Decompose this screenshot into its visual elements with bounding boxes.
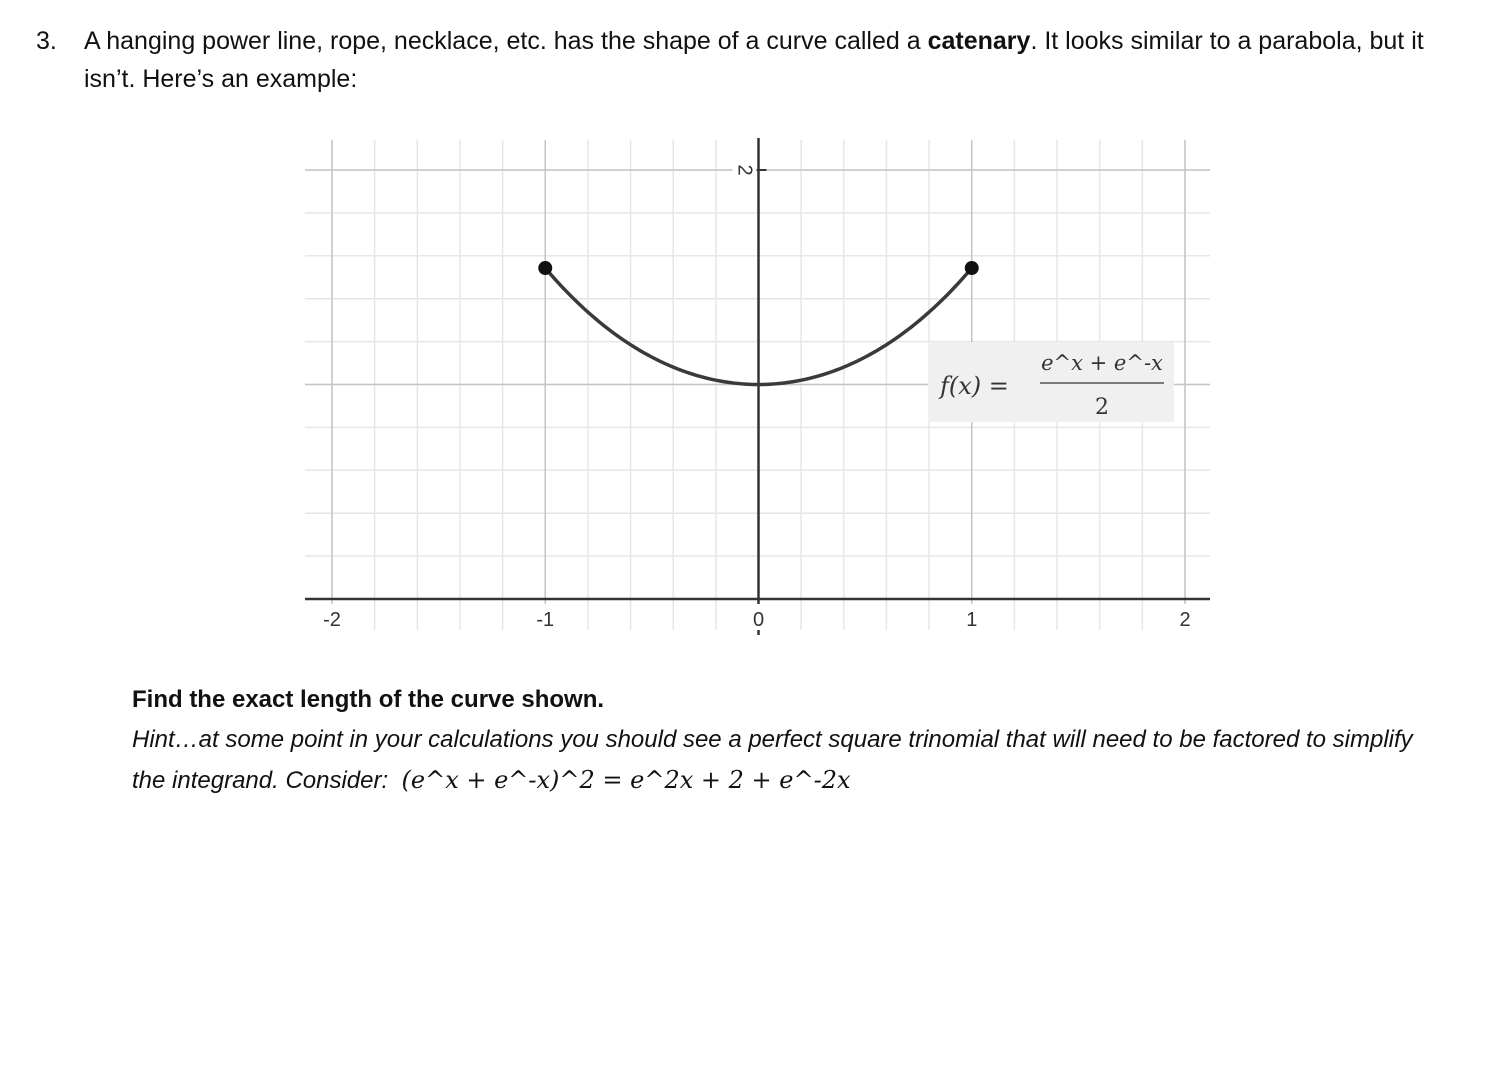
right-endpoint — [965, 261, 979, 275]
function-label — [928, 342, 1174, 422]
problem-number: 3. — [36, 27, 57, 55]
function-label-lhs: f(x) = — [940, 372, 1009, 400]
catenary-graph — [300, 130, 1212, 640]
problem-text — [84, 22, 1476, 98]
y-tick-label: 2 — [733, 164, 756, 176]
task-hint-block — [132, 720, 1452, 801]
x-tick-label: -2 — [323, 609, 341, 631]
x-tick-label: -1 — [536, 609, 555, 631]
function-label-numerator: e^x + e^-x — [1041, 351, 1163, 375]
task-hint: Hint…at some point in your calculations you should see a perfect square trinomial that will need to be factored to simplify the integrand. Consider: — [132, 726, 1413, 794]
problem-text-after: . It looks similar to a parabola, but it isn’t. Here’s an example: — [84, 27, 1424, 93]
left-endpoint — [538, 261, 552, 275]
task-find: Find the exact length of the curve shown. — [132, 686, 605, 713]
x-tick-label: 2 — [1179, 609, 1191, 631]
x-tick-labels — [320, 604, 1197, 631]
problem-bold-word: catenary — [927, 27, 1031, 55]
task-section — [132, 680, 1452, 801]
function-label-denominator: 2 — [1095, 395, 1109, 420]
task-formula: (e^x + e^-x)^2 = e^2x + 2 + e^-2x — [401, 766, 851, 794]
x-tick-label: 0 — [752, 609, 765, 631]
x-tick-label: 1 — [966, 609, 978, 631]
y-tick-labels — [733, 158, 757, 182]
problem-text-before: A hanging power line, rope, necklace, etc. has the shape of a curve called a — [84, 27, 928, 55]
